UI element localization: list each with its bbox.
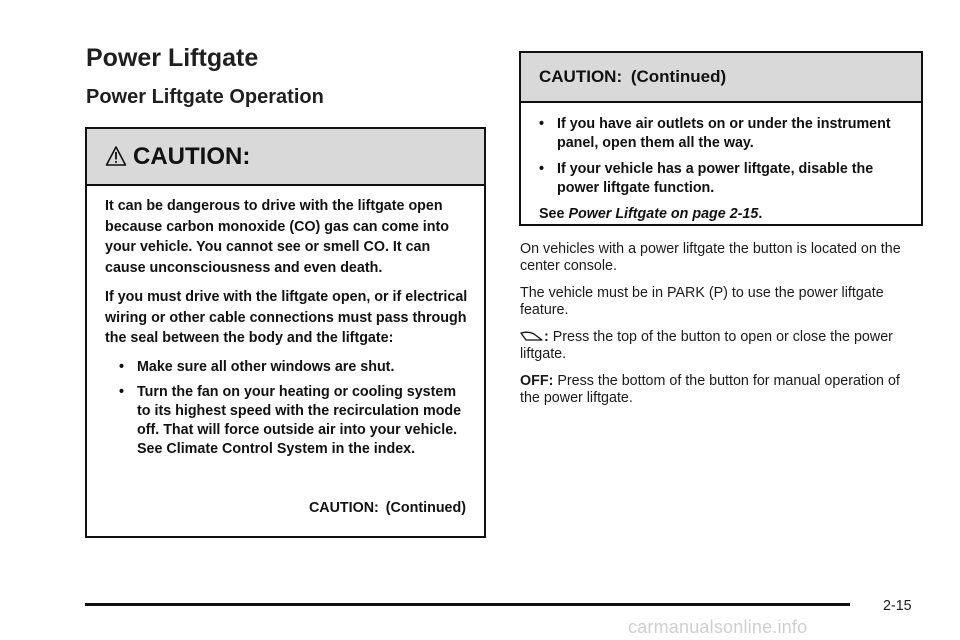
- page-reference-link[interactable]: Power Liftgate on page 2-15: [568, 206, 759, 222]
- body-text: [520, 241, 920, 417]
- liftgate-symbol-icon: [520, 330, 544, 342]
- see-reference: See Power Liftgate on page 2-15.: [539, 206, 763, 222]
- list-item: • If your vehicle has a power liftgate, disable the power liftgate function.: [539, 161, 874, 196]
- list-item: • Make sure all other windows are shut.: [119, 358, 395, 375]
- watermark: carmanualsonline.info: [628, 617, 808, 637]
- caution-title: CAUTION:: [133, 142, 251, 170]
- page-title: Power Liftgate: [86, 44, 259, 72]
- body-paragraph: OFF: Press the bottom of the button for manual operation of the power liftgate.: [520, 373, 900, 406]
- footer-rule: [85, 603, 850, 606]
- caution-continued-header: CAUTION: (Continued): [521, 53, 921, 103]
- page-number: 2-15: [883, 598, 912, 614]
- caution-paragraph: It can be dangerous to drive with the liftgate open because carbon monoxide (CO) gas can come into your vehicle. You cannot see or smell CO. It can cause unconsciousness and even death.: [105, 198, 449, 276]
- caution-bullet-list: [539, 115, 905, 198]
- warning-triangle-icon: [105, 145, 127, 169]
- caution-body: [521, 103, 921, 224]
- body-paragraph: The vehicle must be in PARK (P) to use the power liftgate feature.: [520, 285, 884, 318]
- body-paragraph: : Press the top of the button to open or close the power liftgate.: [520, 329, 893, 362]
- off-label: OFF:: [520, 373, 554, 389]
- caution-bullet-list: [105, 358, 468, 459]
- list-item: • Turn the fan on your heating or cooling system to its highest speed with the recirculation mode off. That will force outside air into your vehicle. See Climate Control System in the index.: [119, 383, 462, 457]
- section-subtitle: Power Liftgate Operation: [86, 86, 324, 108]
- body-paragraph: On vehicles with a power liftgate the button is located on the center console.: [520, 241, 901, 274]
- caution-body: [87, 186, 484, 459]
- caution-paragraph: If you must drive with the liftgate open, or if electrical wiring or other cable connections must pass through the seal between the body and the liftgate:: [105, 289, 468, 346]
- caution-box-left: [85, 127, 486, 538]
- caution-box-right: [519, 51, 923, 226]
- caution-header: [87, 129, 484, 186]
- list-item: • If you have air outlets on or under the instrument panel, open them all the way.: [539, 116, 891, 151]
- caution-continued-label: CAUTION: (Continued): [308, 500, 466, 516]
